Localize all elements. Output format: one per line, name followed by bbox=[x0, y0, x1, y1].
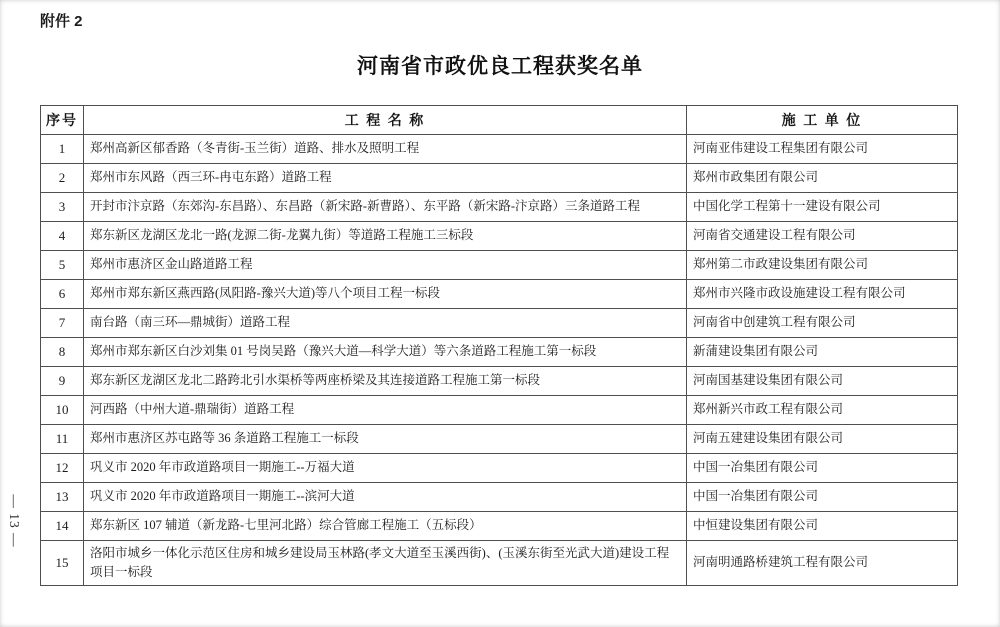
contractor-cell: 河南亚伟建设工程集团有限公司 bbox=[687, 135, 958, 164]
project-name-cell: 郑州市郑东新区燕西路(凤阳路-豫兴大道)等八个项目工程一标段 bbox=[84, 280, 687, 309]
project-name-cell: 洛阳市城乡一体化示范区住房和城乡建设局玉林路(孝文大道至玉溪西街)、(玉溪东街至光武大道)建设工程项目一标段 bbox=[84, 541, 687, 586]
page-title: 河南省市政优良工程获奖名单 bbox=[357, 55, 643, 78]
project-name-cell: 郑州市惠济区苏屯路等 36 条道路工程施工一标段 bbox=[84, 425, 687, 454]
header-cell-no: 序号 bbox=[41, 106, 84, 135]
page-number: — 13 — bbox=[7, 494, 22, 548]
project-name-cell: 郑东新区龙湖区龙北二路跨北引水渠桥等两座桥梁及其连接道路工程施工第一标段 bbox=[84, 367, 687, 396]
contractor-cell: 郑州新兴市政工程有限公司 bbox=[687, 396, 958, 425]
row-index-cell: 2 bbox=[41, 164, 84, 193]
contractor-cell: 中国化学工程第十一建设有限公司 bbox=[687, 193, 958, 222]
project-name-cell: 郑州高新区郁香路（冬青街-玉兰街）道路、排水及照明工程 bbox=[84, 135, 687, 164]
contractor-cell: 郑州第二市政建设集团有限公司 bbox=[687, 251, 958, 280]
contractor-cell: 中恒建设集团有限公司 bbox=[687, 512, 958, 541]
contractor-cell: 河南五建建设集团有限公司 bbox=[687, 425, 958, 454]
row-index-cell: 7 bbox=[41, 309, 84, 338]
table-row bbox=[41, 483, 958, 512]
row-index-cell: 1 bbox=[41, 135, 84, 164]
contractor-cell: 河南明通路桥建筑工程有限公司 bbox=[687, 541, 958, 586]
table-row bbox=[41, 309, 958, 338]
table-row bbox=[41, 454, 958, 483]
table-header-row bbox=[41, 106, 958, 135]
contractor-cell: 郑州市政集团有限公司 bbox=[687, 164, 958, 193]
header-cell-contractor: 施 工 单 位 bbox=[687, 106, 958, 135]
contractor-cell: 郑州市兴隆市政设施建设工程有限公司 bbox=[687, 280, 958, 309]
project-name-cell: 河西路（中州大道-鼎瑞街）道路工程 bbox=[84, 396, 687, 425]
contractor-cell: 中国一冶集团有限公司 bbox=[687, 454, 958, 483]
project-name-cell: 开封市汴京路（东郊沟-东昌路）、东昌路（新宋路-新曹路）、东平路（新宋路-汴京路）三条道路工程 bbox=[84, 193, 687, 222]
table-row bbox=[41, 367, 958, 396]
row-index-cell: 14 bbox=[41, 512, 84, 541]
table-row bbox=[41, 135, 958, 164]
header-cell-project: 工 程 名 称 bbox=[84, 106, 687, 135]
table-row bbox=[41, 251, 958, 280]
table-row bbox=[41, 396, 958, 425]
project-name-cell: 郑东新区龙湖区龙北一路(龙源二街-龙翼九街）等道路工程施工三标段 bbox=[84, 222, 687, 251]
table-row bbox=[41, 338, 958, 367]
row-index-cell: 12 bbox=[41, 454, 84, 483]
row-index-cell: 5 bbox=[41, 251, 84, 280]
row-index-cell: 11 bbox=[41, 425, 84, 454]
row-index-cell: 4 bbox=[41, 222, 84, 251]
contractor-cell: 中国一冶集团有限公司 bbox=[687, 483, 958, 512]
project-name-cell: 郑东新区 107 辅道（新龙路-七里河北路）综合管廊工程施工（五标段） bbox=[84, 512, 687, 541]
contractor-cell: 河南省交通建设工程有限公司 bbox=[687, 222, 958, 251]
row-index-cell: 3 bbox=[41, 193, 84, 222]
project-name-cell: 郑州市惠济区金山路道路工程 bbox=[84, 251, 687, 280]
table-row bbox=[41, 222, 958, 251]
table-row bbox=[41, 164, 958, 193]
table-row bbox=[41, 280, 958, 309]
contractor-cell: 新蒲建设集团有限公司 bbox=[687, 338, 958, 367]
table-row bbox=[41, 512, 958, 541]
project-name-cell: 郑州市郑东新区白沙刘集 01 号岗吴路（豫兴大道—科学大道）等六条道路工程施工第一标段 bbox=[84, 338, 687, 367]
project-name-cell: 巩义市 2020 年市政道路项目一期施工--万福大道 bbox=[84, 454, 687, 483]
row-index-cell: 9 bbox=[41, 367, 84, 396]
contractor-cell: 河南省中创建筑工程有限公司 bbox=[687, 309, 958, 338]
row-index-cell: 6 bbox=[41, 280, 84, 309]
project-name-cell: 南台路（南三环—鼎城街）道路工程 bbox=[84, 309, 687, 338]
contractor-cell: 河南国基建设集团有限公司 bbox=[687, 367, 958, 396]
row-index-cell: 10 bbox=[41, 396, 84, 425]
table-row bbox=[41, 193, 958, 222]
table-row bbox=[41, 425, 958, 454]
row-index-cell: 13 bbox=[41, 483, 84, 512]
award-table bbox=[40, 105, 958, 586]
project-name-cell: 郑州市东风路（西三环-冉屯东路）道路工程 bbox=[84, 164, 687, 193]
row-index-cell: 15 bbox=[41, 541, 84, 586]
project-name-cell: 巩义市 2020 年市政道路项目一期施工--滨河大道 bbox=[84, 483, 687, 512]
row-index-cell: 8 bbox=[41, 338, 84, 367]
table-body bbox=[41, 135, 958, 586]
attachment-label: 附件 2 bbox=[40, 13, 83, 30]
table-row bbox=[41, 541, 958, 586]
